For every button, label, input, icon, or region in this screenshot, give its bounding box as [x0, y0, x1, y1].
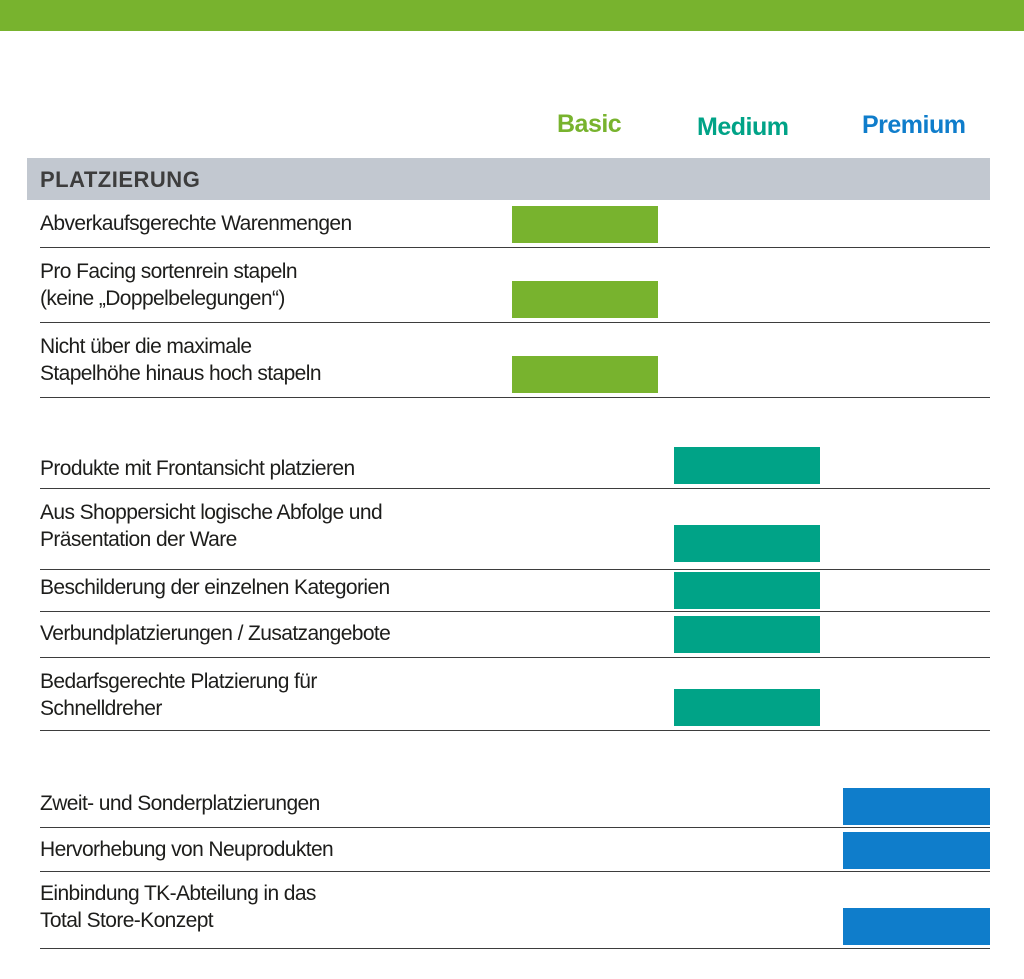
tier-indicator-medium	[674, 689, 820, 726]
table-row	[40, 489, 990, 570]
row-label: Verbundplatzierungen / Zusatzangebote	[40, 622, 391, 645]
tier-indicator-basic	[512, 356, 658, 393]
section-header	[27, 158, 990, 200]
column-header-basic: Basic	[557, 110, 622, 138]
table-row	[40, 785, 990, 828]
row-label: Zweit- und Sonderplatzierungen	[40, 792, 320, 815]
row-label: Einbindung TK-Abteilung in das Total Store-Konzept	[40, 882, 316, 932]
top-accent-bar	[0, 0, 1024, 31]
row-label: Nicht über die maximale Stapelhöhe hinaus hoch stapeln	[40, 335, 321, 385]
row-label: Aus Shoppersicht logische Abfolge und Präsentation der Ware	[40, 501, 383, 551]
section-title: PLATZIERUNG	[40, 167, 201, 192]
tier-indicator-premium	[843, 908, 990, 945]
column-header-medium: Medium	[697, 113, 789, 141]
tier-indicator-medium	[674, 572, 820, 609]
tier-indicator-medium	[674, 525, 820, 562]
table-row	[40, 570, 990, 612]
table-row	[40, 872, 990, 949]
column-header-premium: Premium	[862, 111, 966, 139]
row-label: Produkte mit Frontansicht platzieren	[40, 457, 355, 480]
table-row	[40, 828, 990, 872]
row-label: Pro Facing sortenrein stapeln (keine „Doppelbelegungen“)	[40, 260, 297, 310]
tier-indicator-medium	[674, 447, 820, 484]
row-label: Beschilderung der einzelnen Kategorien	[40, 576, 390, 599]
table-row	[40, 443, 990, 489]
table-row	[40, 323, 990, 398]
tier-indicator-medium	[674, 616, 820, 653]
table-row	[40, 248, 990, 323]
tier-indicator-basic	[512, 281, 658, 318]
tier-indicator-premium	[843, 788, 990, 825]
tier-indicator-premium	[843, 832, 990, 869]
row-label: Hervorhebung von Neuprodukten	[40, 838, 334, 861]
table-row	[40, 200, 990, 248]
table-row	[40, 658, 990, 731]
table-row	[40, 612, 990, 658]
tier-indicator-basic	[512, 206, 658, 243]
row-label: Bedarfsgerechte Platzierung für Schnelldreher	[40, 670, 317, 720]
row-label: Abverkaufsgerechte Warenmengen	[40, 212, 352, 235]
